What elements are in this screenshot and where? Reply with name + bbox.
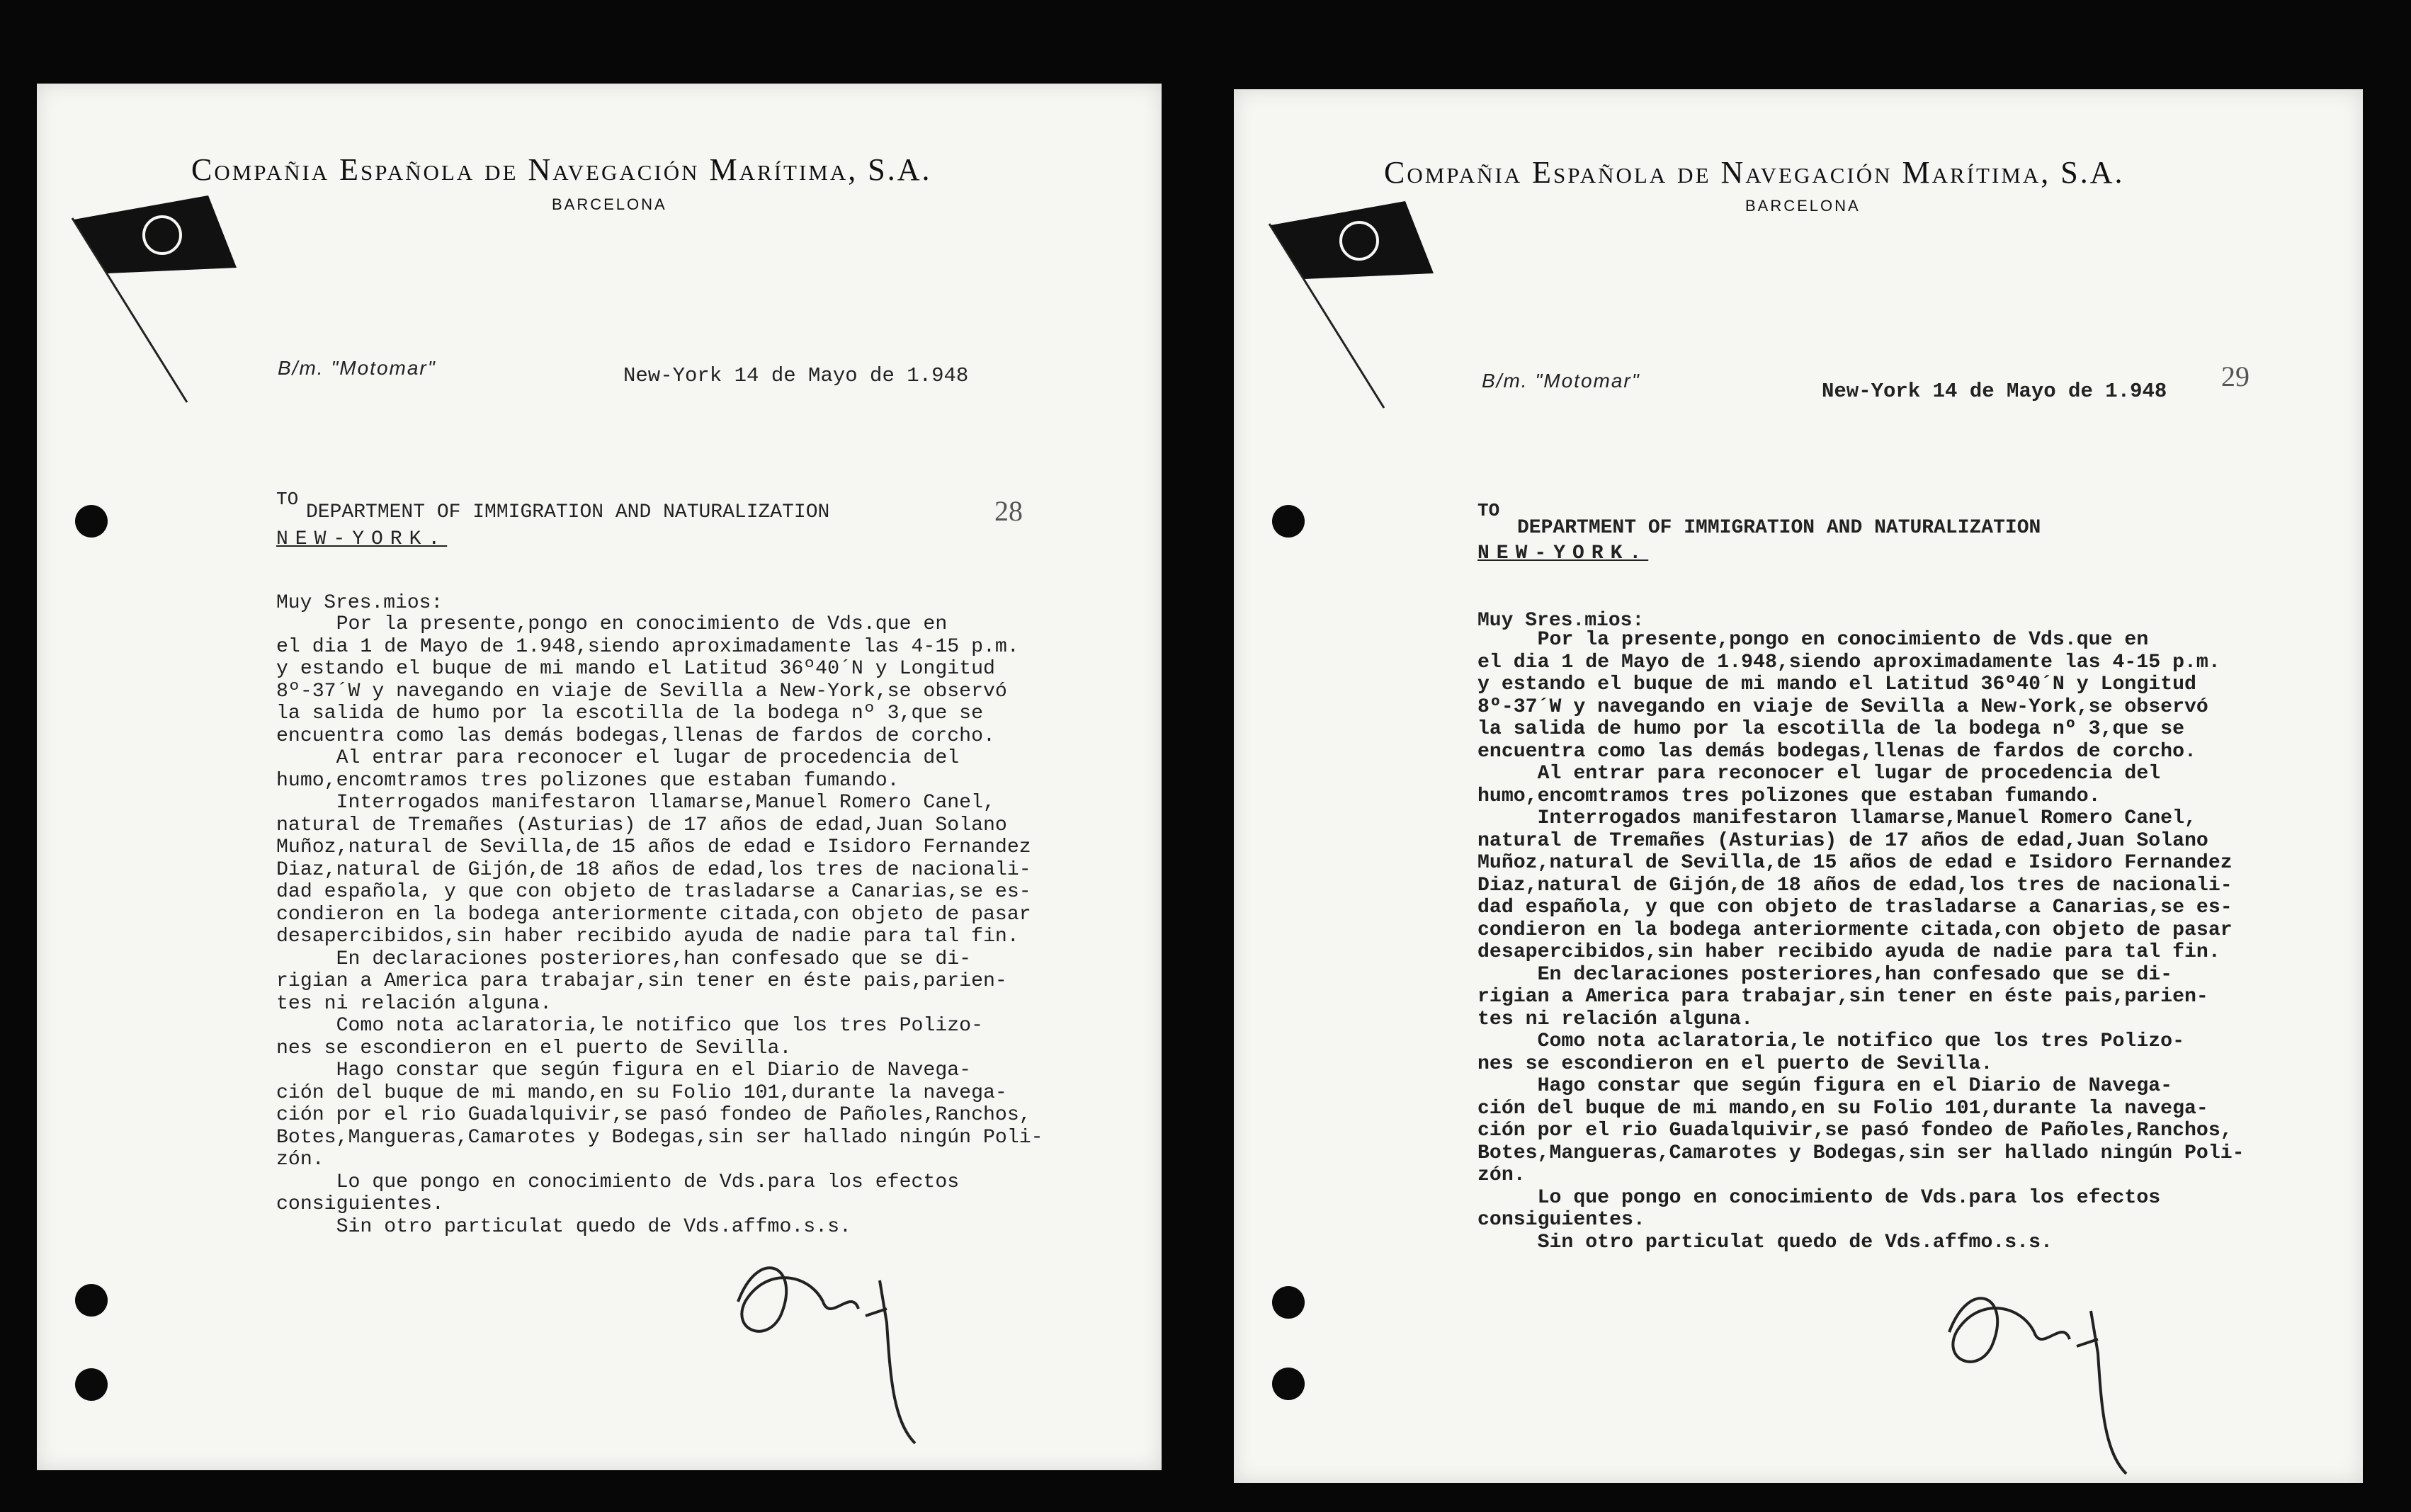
punch-hole	[1272, 505, 1305, 538]
body-line: el dia 1 de Mayo de 1.948,siendo aproximadamente las 4-15 p.m.	[276, 635, 1019, 658]
vessel-name: B/m. "Motomar"	[278, 357, 436, 379]
signature	[717, 1238, 943, 1450]
body-line: Por la presente,pongo en conocimiento de Vds.que en	[1477, 629, 2149, 651]
body-line: En declaraciones posteriores,han confesado que se di-	[276, 948, 972, 970]
body-line: Como nota aclaratoria,le notifico que los tres Polizo-	[276, 1015, 983, 1037]
body-line: Sin otro particulat quedo de Vds.affmo.s.s.	[1477, 1231, 2053, 1254]
body-line: ción del buque de mi mando,en su Folio 101,durante la navega-	[276, 1081, 1007, 1104]
body-line: Al entrar para reconocer el lugar de procedencia del	[1477, 763, 2161, 785]
body-line: el dia 1 de Mayo de 1.948,siendo aproximadamente las 4-15 p.m.	[1477, 651, 2220, 673]
addressee-city: NEW-YORK.	[1477, 542, 1649, 564]
body-line: Botes,Mangueras,Camarotes y Bodegas,sin ser hallado ningún Poli-	[1477, 1142, 2245, 1164]
letter-page-left	[37, 84, 1162, 1470]
company-city: BARCELONA	[552, 195, 667, 213]
punch-hole	[75, 1368, 108, 1401]
body-line: rigian a America para trabajar,sin tener en éste pais,parien-	[1477, 986, 2208, 1008]
body-line: consiguientes.	[1477, 1209, 1645, 1231]
vessel-name: B/m. "Motomar"	[1482, 370, 1640, 392]
company-city: BARCELONA	[1745, 197, 1861, 215]
body-line: rigian a America para trabajar,sin tener en éste pais,parien-	[276, 970, 1007, 992]
company-flag-logo	[67, 190, 244, 416]
folio-number: 29	[2221, 360, 2250, 392]
punch-hole	[1272, 1368, 1305, 1400]
addressee: DEPARTMENT OF IMMIGRATION AND NATURALIZATION	[306, 501, 830, 523]
body-line: condieron en la bodega anteriormente citada,con objeto de pasar	[1477, 919, 2233, 941]
salutation: Muy Sres.mios:	[276, 592, 443, 614]
company-name: Compañia Española de Navegación Marítima, S.A.	[1384, 155, 2125, 190]
body-line: humo,encomtramos tres polizones que estaban fumando.	[276, 769, 900, 792]
body-line: Sin otro particulat quedo de Vds.affmo.s.s.	[276, 1215, 851, 1238]
body-line: En declaraciones posteriores,han confesado que se di-	[1477, 963, 2173, 986]
body-line: nes se escondieron en el puerto de Sevilla.	[276, 1037, 792, 1059]
letter-body	[1477, 629, 2363, 1254]
body-line: ción por el rio Guadalquivir,se pasó fondeo de Pañoles,Ranchos,	[276, 1104, 1031, 1126]
body-line: ción por el rio Guadalquivir,se pasó fondeo de Pañoles,Ranchos,	[1477, 1120, 2233, 1142]
body-line: zón.	[276, 1149, 324, 1171]
body-line: y estando el buque de mi mando el Latitud 36º40´N y Longitud	[276, 658, 995, 680]
body-line: natural de Tremañes (Asturias) de 17 años de edad,Juan Solano	[1477, 829, 2208, 852]
body-line: 8º-37´W y navegando en viaje de Sevilla a New-York,se observó	[276, 680, 1007, 703]
body-line: y estando el buque de mi mando el Latitud 36º40´N y Longitud	[1477, 673, 2196, 695]
addressee-city: NEW-YORK.	[276, 528, 448, 550]
body-line: Al entrar para reconocer el lugar de procedencia del	[276, 747, 960, 769]
body-line: ción del buque de mi mando,en su Folio 101,durante la navega-	[1477, 1097, 2208, 1120]
company-flag-logo	[1264, 195, 1441, 422]
body-line: Lo que pongo en conocimiento de Vds.para los efectos	[276, 1171, 960, 1193]
body-line: zón.	[1477, 1164, 1526, 1186]
body-line: encuentra como las demás bodegas,llenas de fardos de corcho.	[1477, 740, 2196, 763]
body-line: dad española, y que con objeto de trasladarse a Canarias,se es-	[1477, 897, 2233, 919]
body-line: Interrogados manifestaron llamarse,Manuel Romero Canel,	[1477, 807, 2196, 829]
body-line: Como nota aclaratoria,le notifico que los tres Polizo-	[1477, 1030, 2184, 1052]
punch-hole	[75, 1284, 108, 1317]
body-line: Muñoz,natural de Sevilla,de 15 años de edad e Isidoro Fernandez	[1477, 852, 2233, 874]
body-line: desapercibidos,sin haber recibido ayuda de nadie para tal fin.	[276, 926, 1019, 948]
dateline: New-York 14 de Mayo de 1.948	[1822, 380, 2167, 403]
body-line: dad española, y que con objeto de trasladarse a Canarias,se es-	[276, 881, 1031, 903]
addressee: DEPARTMENT OF IMMIGRATION AND NATURALIZATION	[1517, 517, 2041, 539]
body-line: Muñoz,natural de Sevilla,de 15 años de edad e Isidoro Fernandez	[276, 836, 1031, 858]
body-line: Botes,Mangueras,Camarotes y Bodegas,sin ser hallado ningún Poli-	[276, 1126, 1043, 1149]
signature	[1928, 1268, 2155, 1481]
to-label: TO	[276, 489, 299, 510]
body-line: condieron en la bodega anteriormente citada,con objeto de pasar	[276, 903, 1031, 926]
punch-hole	[1272, 1286, 1305, 1319]
folio-number: 28	[994, 495, 1023, 527]
body-line: tes ni relación alguna.	[276, 992, 552, 1015]
body-line: Lo que pongo en conocimiento de Vds.para los efectos	[1477, 1186, 2161, 1209]
letter-body	[276, 613, 1162, 1238]
body-line: Por la presente,pongo en conocimiento de Vds.que en	[276, 613, 948, 635]
company-name: Compañia Española de Navegación Marítima, S.A.	[191, 152, 932, 187]
body-line: Hago constar que según figura en el Diario de Navega-	[1477, 1075, 2173, 1097]
body-line: la salida de humo por la escotilla de la bodega nº 3,que se	[276, 703, 983, 724]
punch-hole	[75, 505, 108, 538]
body-line: nes se escondieron en el puerto de Sevilla.	[1477, 1052, 1993, 1075]
body-line: humo,encomtramos tres polizones que estaban fumando.	[1477, 785, 2101, 807]
letter-page-right	[1234, 89, 2363, 1483]
salutation: Muy Sres.mios:	[1477, 610, 1645, 632]
body-line: Interrogados manifestaron llamarse,Manuel Romero Canel,	[276, 792, 995, 814]
body-line: la salida de humo por la escotilla de la bodega nº 3,que se	[1477, 718, 2184, 740]
body-line: desapercibidos,sin haber recibido ayuda de nadie para tal fin.	[1477, 941, 2220, 963]
body-line: 8º-37´W y navegando en viaje de Sevilla a New-York,se observó	[1477, 695, 2208, 718]
body-line: Diaz,natural de Gijón,de 18 años de edad,los tres de nacionali-	[1477, 874, 2233, 897]
body-line: tes ni relación alguna.	[1477, 1008, 1754, 1030]
body-line: encuentra como las demás bodegas,llenas de fardos de corcho.	[276, 724, 995, 747]
body-line: consiguientes.	[276, 1193, 444, 1215]
to-label: TO	[1477, 500, 1500, 521]
body-line: Hago constar que según figura en el Diario de Navega-	[276, 1059, 972, 1081]
body-line: Diaz,natural de Gijón,de 18 años de edad,los tres de nacionali-	[276, 858, 1031, 881]
body-line: natural de Tremañes (Asturias) de 17 años de edad,Juan Solano	[276, 814, 1007, 836]
dateline: New-York 14 de Mayo de 1.948	[623, 364, 969, 387]
